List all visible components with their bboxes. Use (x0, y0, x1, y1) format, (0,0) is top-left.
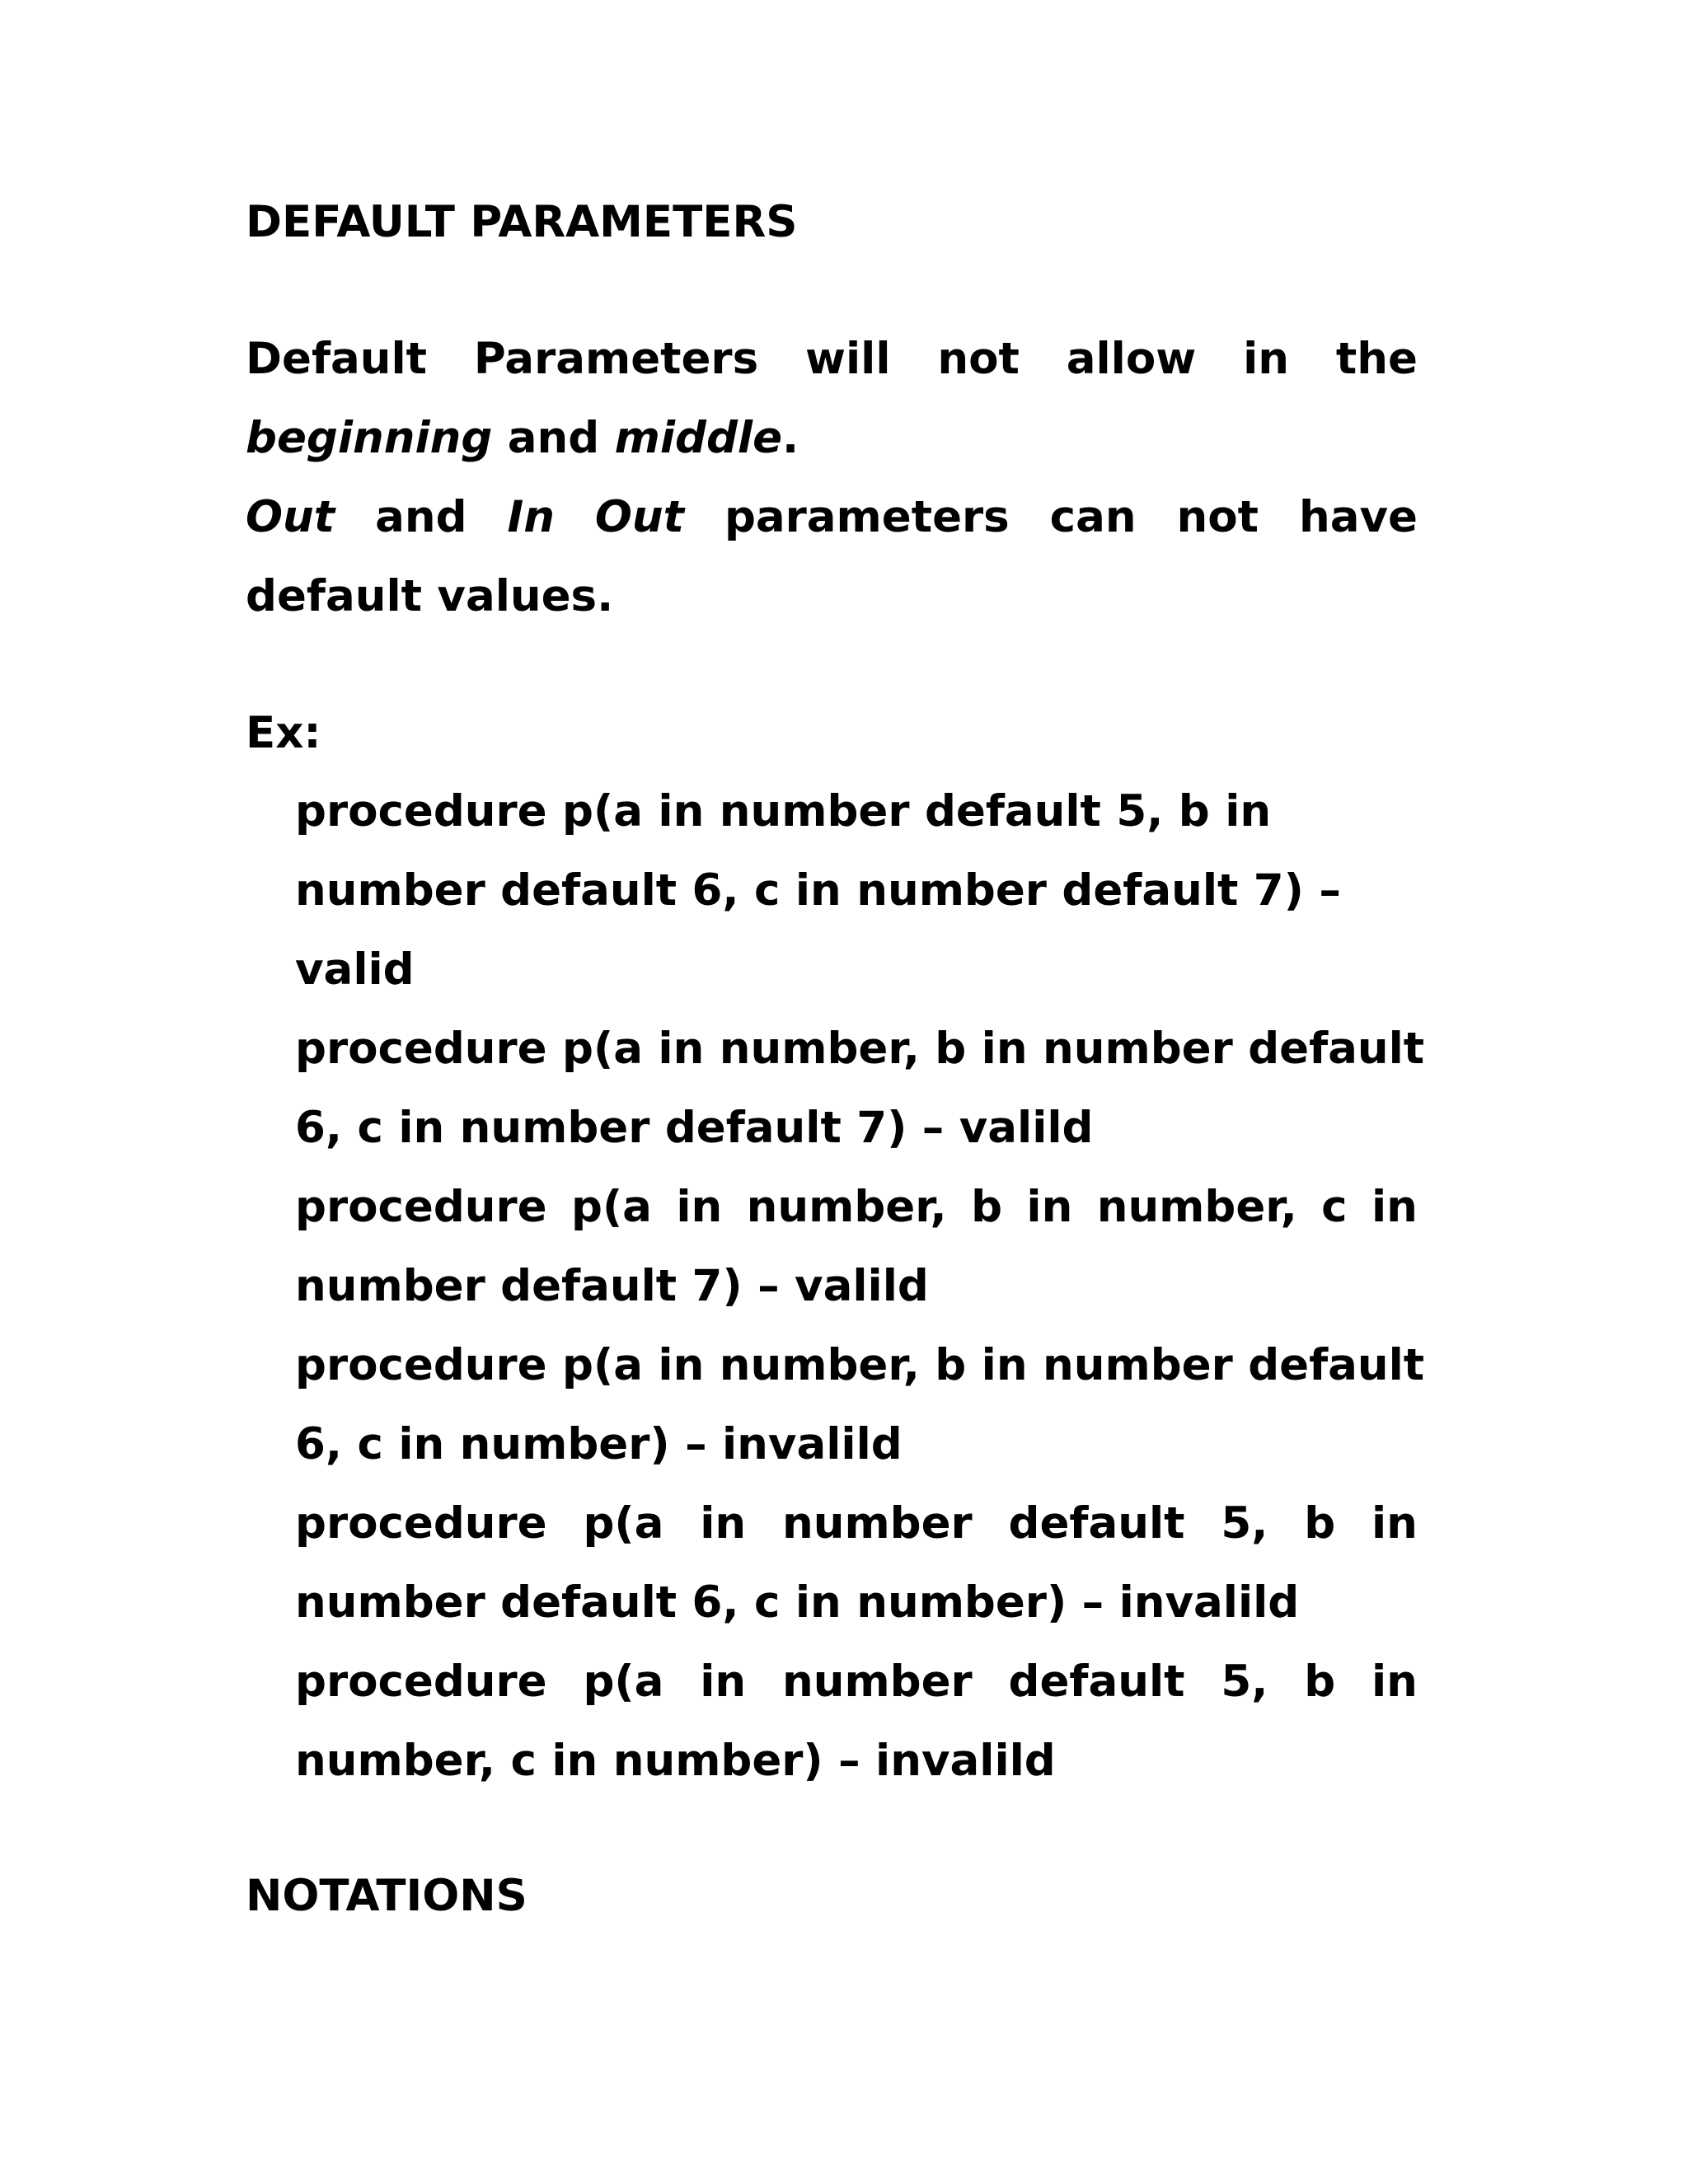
example-word: in (1372, 1657, 1418, 1707)
example-word: in (700, 1657, 747, 1707)
example-word: number, (1096, 1182, 1297, 1232)
example-line: procedure p(a in number default 5, b in (295, 786, 1272, 837)
example-label: Ex: (246, 708, 321, 758)
example-word: default (1008, 1498, 1185, 1549)
example-word: p(a (571, 1182, 652, 1232)
example-word: procedure (295, 1498, 547, 1549)
example-word: b (1304, 1657, 1336, 1707)
emphasis-in: In (507, 492, 555, 542)
section-heading: DEFAULT PARAMETERS (246, 197, 798, 247)
example-word: p(a (583, 1657, 664, 1707)
emphasis-out: Out (246, 492, 335, 542)
example-line: number default 6, c in number) – invalild (295, 1577, 1300, 1628)
example-word: 5, (1221, 1498, 1268, 1549)
example-line: number, c in number) – invalild (295, 1736, 1056, 1786)
example-word: number, (746, 1182, 947, 1232)
intro-word: allow (1066, 334, 1197, 384)
example-word: in (1026, 1182, 1073, 1232)
example-word: procedure (295, 1182, 547, 1232)
intro-text: . (782, 413, 799, 463)
intro-word: not (937, 334, 1020, 384)
example-line: 6, c in number) – invalild (295, 1419, 903, 1469)
example-line: procedure p(a in number, b in number default (295, 1024, 1425, 1074)
example-word: 5, (1221, 1657, 1268, 1707)
intro-word: have (1298, 492, 1418, 542)
example-line: procedure p(a in number, b in number default (295, 1340, 1425, 1390)
intro-word: parameters (724, 492, 1010, 542)
intro-word: the (1335, 334, 1418, 384)
example-word: default (1008, 1657, 1185, 1707)
intro-word: in (1243, 334, 1290, 384)
intro-word: can (1049, 492, 1137, 542)
emphasis-out: Out (594, 492, 684, 542)
intro-word: and (375, 492, 467, 542)
section-heading: NOTATIONS (246, 1871, 528, 1921)
emphasis-beginning: beginning (246, 413, 493, 463)
intro-word: Default (246, 334, 427, 384)
intro-word: will (805, 334, 891, 384)
example-word: procedure (295, 1657, 547, 1707)
example-word: in (1372, 1498, 1418, 1549)
example-line (295, 1183, 1418, 1232)
example-word: p(a (583, 1498, 664, 1549)
intro-line-3 (246, 493, 1418, 542)
example-word: in (1371, 1182, 1418, 1232)
example-word: c (1321, 1182, 1348, 1232)
intro-line-1 (246, 335, 1418, 384)
example-word: number (781, 1657, 973, 1707)
example-line (295, 1499, 1418, 1549)
example-word: number (781, 1498, 973, 1549)
intro-word: not (1176, 492, 1259, 542)
intro-line-4: default values. (246, 571, 614, 621)
intro-word: Parameters (473, 334, 759, 384)
example-word: b (1304, 1498, 1336, 1549)
example-line: number default 6, c in number default 7) – (295, 865, 1341, 916)
example-line (295, 1657, 1418, 1707)
example-word: in (700, 1498, 747, 1549)
emphasis-middle: middle (614, 413, 783, 463)
intro-line-2 (246, 414, 1418, 463)
example-word: in (676, 1182, 723, 1232)
example-line: 6, c in number default 7) – valild (295, 1103, 1094, 1153)
example-word: b (971, 1182, 1003, 1232)
example-line: valid (295, 944, 415, 995)
example-line: number default 7) – valild (295, 1261, 929, 1311)
intro-text: and (492, 413, 615, 463)
